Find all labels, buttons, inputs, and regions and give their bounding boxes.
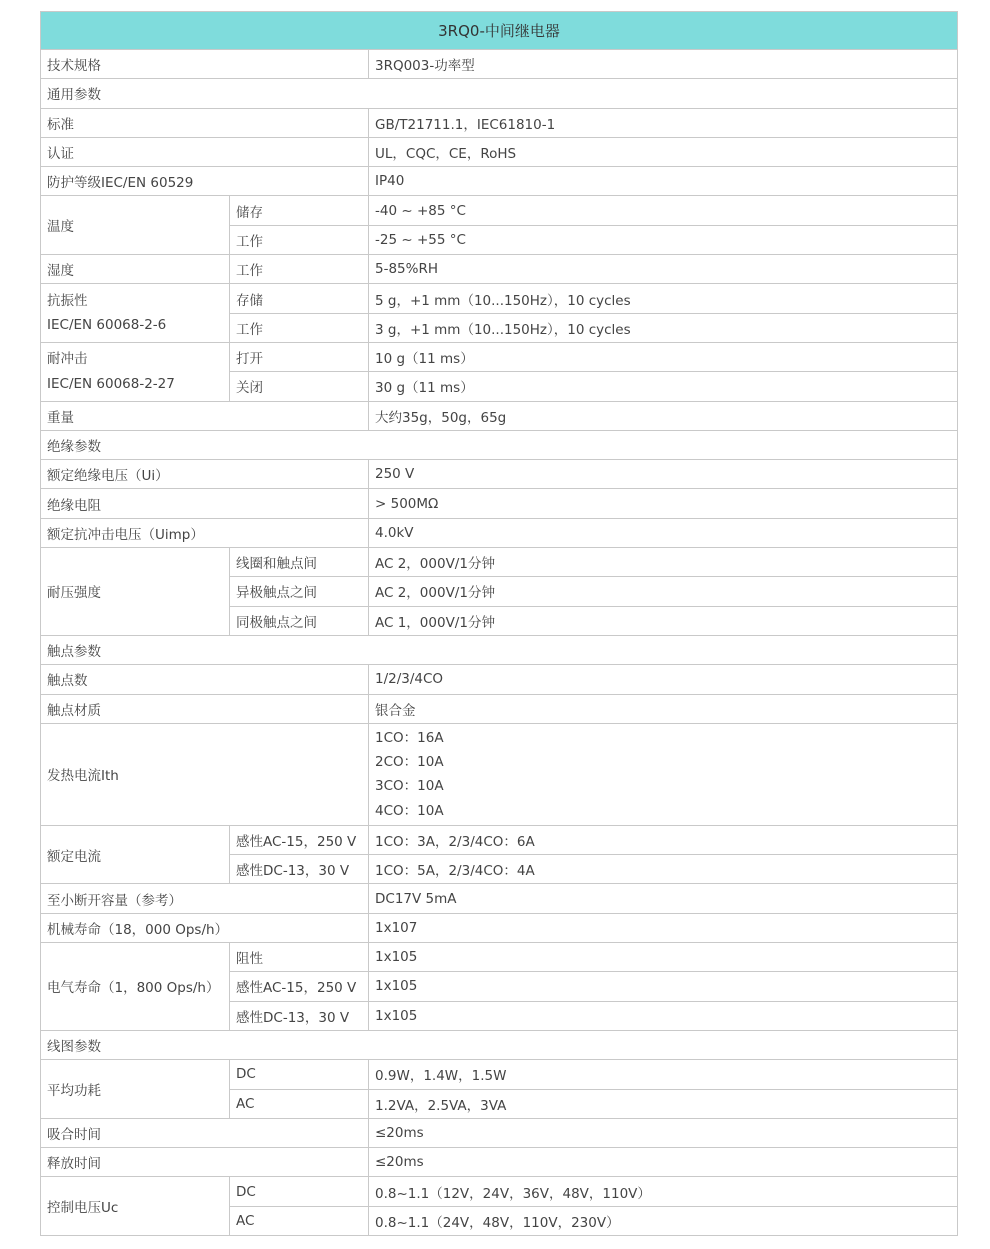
row-sublabel: 感性AC-15，250 V <box>230 972 369 1001</box>
row-label: 触点材质 <box>41 694 369 723</box>
table-row <box>41 548 958 577</box>
table-row <box>41 255 958 284</box>
row-value: IP40 <box>369 167 958 196</box>
row-label: 重量 <box>41 401 369 430</box>
section-heading: 绝缘参数 <box>41 430 958 459</box>
row-label: 至小断开容量（参考） <box>41 884 369 913</box>
row-value: 1x107 <box>369 913 958 942</box>
spec-table <box>40 11 958 1236</box>
row-value: -40 ~ +85 °C <box>369 196 958 225</box>
row-label: 电气寿命（1，800 Ops/h） <box>41 943 230 1031</box>
row-sublabel: 关闭 <box>230 372 369 401</box>
row-sublabel: DC <box>230 1060 369 1089</box>
row-value: 0.8~1.1（12V，24V，36V，48V，110V） <box>369 1177 958 1206</box>
row-value: 1CO：5A，2/3/4CO：4A <box>369 855 958 884</box>
row-label: 平均功耗 <box>41 1060 230 1119</box>
row-value: 10 g（11 ms） <box>369 342 958 371</box>
row-label-line: 抗振性 <box>47 292 88 309</box>
row-sublabel: 感性DC-13，30 V <box>230 855 369 884</box>
section-row <box>41 430 958 459</box>
section-heading: 线图参数 <box>41 1030 958 1059</box>
row-label: 额定电流 <box>41 825 230 884</box>
row-sublabel: 感性DC-13，30 V <box>230 1001 369 1030</box>
row-label: 吸合时间 <box>41 1118 369 1147</box>
row-sublabel: 同极触点之间 <box>230 606 369 635</box>
row-sublabel: 工作 <box>230 255 369 284</box>
row-sublabel: 工作 <box>230 225 369 254</box>
table-row <box>41 913 958 942</box>
table-row <box>41 1060 958 1089</box>
row-label: 额定绝缘电压（Ui） <box>41 460 369 489</box>
row-value: 1.2VA，2.5VA，3VA <box>369 1089 958 1118</box>
row-value: AC 2，000V/1分钟 <box>369 577 958 606</box>
row-value: 30 g（11 ms） <box>369 372 958 401</box>
row-label-line: 耐冲击 <box>47 351 88 368</box>
row-sublabel: 存储 <box>230 284 369 313</box>
row-value: 250 V <box>369 460 958 489</box>
table-row <box>41 460 958 489</box>
table-row <box>41 284 958 313</box>
row-sublabel: 工作 <box>230 313 369 342</box>
row-value: ≤20ms <box>369 1118 958 1147</box>
table-row <box>41 489 958 518</box>
row-label: 技术规格 <box>41 50 369 79</box>
row-label: 耐压强度 <box>41 548 230 636</box>
row-label: 防护等级IEC/EN 60529 <box>41 167 369 196</box>
row-value: 0.8~1.1（24V，48V，110V，230V） <box>369 1206 958 1235</box>
table-row <box>41 196 958 225</box>
row-value-line: 3CO：10A <box>375 778 444 795</box>
row-label-line: IEC/EN 60068-2-27 <box>47 375 175 392</box>
row-value: 3 g，+1 mm（10...150Hz），10 cycles <box>369 313 958 342</box>
table-row <box>41 723 958 825</box>
row-value: 1x105 <box>369 1001 958 1030</box>
row-sublabel: 打开 <box>230 342 369 371</box>
row-value: 银合金 <box>369 694 958 723</box>
table-row <box>41 884 958 913</box>
row-value: ≤20ms <box>369 1148 958 1177</box>
table-row <box>41 665 958 694</box>
row-label: 控制电压Uc <box>41 1177 230 1236</box>
row-value: 1/2/3/4CO <box>369 665 958 694</box>
row-value: -25 ~ +55 °C <box>369 225 958 254</box>
row-value: UL，CQC，CE，RoHS <box>369 137 958 166</box>
row-value-line: 2CO：10A <box>375 754 444 771</box>
row-value: GB/T21711.1，IEC61810-1 <box>369 108 958 137</box>
row-label: 认证 <box>41 137 369 166</box>
row-value: > 500MΩ <box>369 489 958 518</box>
table-row <box>41 137 958 166</box>
row-value: 1x105 <box>369 972 958 1001</box>
row-sublabel: 线圈和触点间 <box>230 548 369 577</box>
row-sublabel: DC <box>230 1177 369 1206</box>
row-label-line: IEC/EN 60068-2-6 <box>47 317 167 334</box>
section-row <box>41 635 958 664</box>
row-value: DC17V 5mA <box>369 884 958 913</box>
table-row <box>41 943 958 972</box>
row-sublabel: 感性AC-15，250 V <box>230 825 369 854</box>
row-value: 5 g，+1 mm（10...150Hz），10 cycles <box>369 284 958 313</box>
table-row <box>41 518 958 547</box>
row-label: 释放时间 <box>41 1148 369 1177</box>
table-row <box>41 1148 958 1177</box>
section-heading: 通用参数 <box>41 79 958 108</box>
row-label: 触点数 <box>41 665 369 694</box>
table-row <box>41 694 958 723</box>
row-sublabel: 阻性 <box>230 943 369 972</box>
row-value: 1x105 <box>369 943 958 972</box>
row-value: 3RQ003-功率型 <box>369 50 958 79</box>
row-sublabel: 异极触点之间 <box>230 577 369 606</box>
row-value-line: 1CO：16A <box>375 729 444 746</box>
table-row <box>41 1118 958 1147</box>
row-value: AC 1，000V/1分钟 <box>369 606 958 635</box>
row-sublabel: AC <box>230 1206 369 1235</box>
row-label: 标准 <box>41 108 369 137</box>
table-row <box>41 167 958 196</box>
row-value-line: 4CO：10A <box>375 802 444 819</box>
table-row <box>41 342 958 371</box>
table-row <box>41 825 958 854</box>
row-value: 4.0kV <box>369 518 958 547</box>
row-label: 绝缘电阻 <box>41 489 369 518</box>
section-row <box>41 79 958 108</box>
row-label: 温度 <box>41 196 230 255</box>
row-label: 机械寿命（18，000 Ops/h） <box>41 913 369 942</box>
row-label: 湿度 <box>41 255 230 284</box>
table-row <box>41 1177 958 1206</box>
table-row <box>41 50 958 79</box>
row-label <box>41 284 230 343</box>
row-value: 大约35g，50g，65g <box>369 401 958 430</box>
row-value: 1CO：3A，2/3/4CO：6A <box>369 825 958 854</box>
section-row <box>41 1030 958 1059</box>
table-row <box>41 108 958 137</box>
table-title: 3RQ0-中间继电器 <box>41 12 958 50</box>
row-value: 0.9W，1.4W，1.5W <box>369 1060 958 1089</box>
row-value <box>369 723 958 825</box>
row-label: 额定抗冲击电压（Uimp） <box>41 518 369 547</box>
row-value: AC 2，000V/1分钟 <box>369 548 958 577</box>
table-row <box>41 401 958 430</box>
row-value: 5-85%RH <box>369 255 958 284</box>
row-sublabel: 储存 <box>230 196 369 225</box>
section-heading: 触点参数 <box>41 635 958 664</box>
row-sublabel: AC <box>230 1089 369 1118</box>
row-label <box>41 342 230 401</box>
row-label: 发热电流Ith <box>41 723 369 825</box>
